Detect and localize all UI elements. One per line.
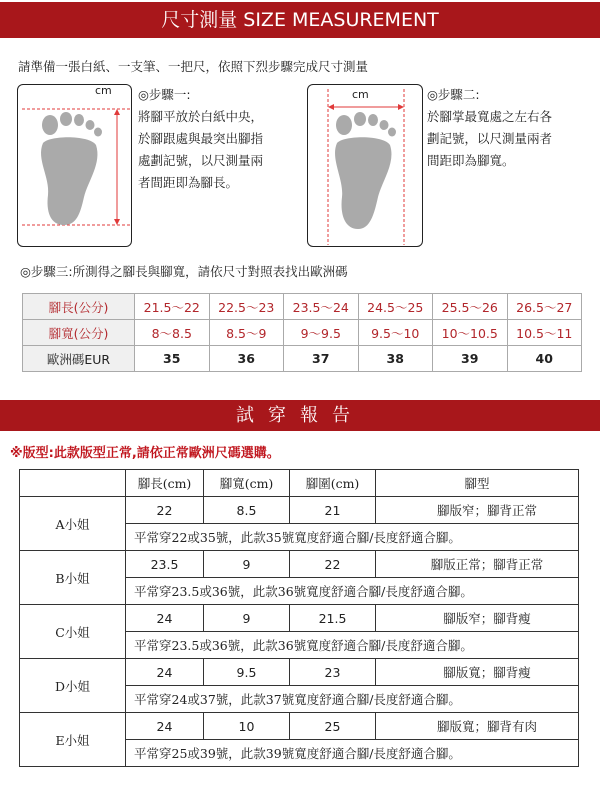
foot-width: 9.5 (204, 659, 290, 686)
table-cell: 24.5～25 (358, 294, 433, 320)
row-label: 腳寬(公分) (23, 320, 135, 346)
step2-line: 間距即為腳寬。 (427, 153, 515, 168)
table-row (20, 605, 579, 632)
ruler-label-2: cm (352, 88, 369, 101)
table-row (20, 659, 579, 686)
table-row (20, 713, 579, 740)
step1-line: 於腳跟處與最突出腳指 (138, 131, 264, 146)
ruler-label-1: cm (95, 84, 112, 97)
header-cell: 腳圍(cm) (290, 470, 376, 497)
foot-girth: 21 (290, 497, 376, 524)
page-title: 尺寸測量 SIZE MEASUREMENT (161, 9, 439, 31)
foot-girth: 22 (290, 551, 376, 578)
fit-comment: 平常穿23.5或36號，此款36號寬度舒適合腳/長度舒適合腳。 (126, 632, 579, 659)
table-cell: 38 (358, 346, 433, 372)
tester-name: C小姐 (20, 605, 126, 659)
foot-type: 腳版窄；腳背正常 (376, 497, 579, 524)
trial-report-table (19, 469, 579, 767)
fit-comment: 平常穿25或39號，此款39號寬度舒適合腳/長度舒適合腳。 (126, 740, 579, 767)
row-label: 歐洲碼EUR (23, 346, 135, 372)
fit-note: ※版型:此款版型正常,請依正常歐洲尺碼選購。 (10, 446, 280, 461)
tester-name: E小姐 (20, 713, 126, 767)
foot-length: 22 (126, 497, 204, 524)
foot-girth: 25 (290, 713, 376, 740)
step1-text (138, 84, 263, 194)
table-cell: 22.5～23 (209, 294, 284, 320)
table-row (23, 320, 582, 346)
foot-length: 24 (126, 605, 204, 632)
table-row (23, 346, 582, 372)
table-cell: 10～10.5 (433, 320, 508, 346)
table-row (20, 497, 579, 524)
header-cell (20, 470, 126, 497)
table-cell: 25.5～26 (433, 294, 508, 320)
foot-width: 9 (204, 605, 290, 632)
table-cell: 37 (284, 346, 359, 372)
table-header-row (20, 470, 579, 497)
foot-girth: 23 (290, 659, 376, 686)
step1-line: 將腳平放於白紙中央， (138, 109, 264, 124)
size-chart-table (22, 293, 582, 372)
header-cell: 腳寬(cm) (204, 470, 290, 497)
foot-length-figure (17, 84, 132, 247)
fit-comment: 平常穿22或35號，此款35號寬度舒適合腳/長度舒適合腳。 (126, 524, 579, 551)
step2-heading: ◎步驟二: (427, 87, 480, 102)
table-cell: 35 (135, 346, 210, 372)
table-cell: 39 (433, 346, 508, 372)
tester-name: A小姐 (20, 497, 126, 551)
foot-length: 23.5 (126, 551, 204, 578)
foot-width: 8.5 (204, 497, 290, 524)
title-banner (0, 2, 600, 38)
step1-line: 者間距即為腳長。 (138, 175, 239, 190)
foot-type: 腳版寬；腳背有肉 (376, 713, 579, 740)
table-cell: 26.5～27 (507, 294, 582, 320)
foot-type: 腳版正常；腳背正常 (376, 551, 579, 578)
tester-name: D小姐 (20, 659, 126, 713)
foot-width-figure (307, 84, 423, 247)
table-cell: 8～8.5 (135, 320, 210, 346)
foot-width-diagram (308, 85, 424, 248)
foot-girth: 21.5 (290, 605, 376, 632)
foot-width: 10 (204, 713, 290, 740)
fit-comment: 平常穿24或37號，此款37號寬度舒適合腳/長度舒適合腳。 (126, 686, 579, 713)
step3-text: ◎步驟三:所測得之腳長與腳寬，請依尺寸對照表找出歐洲碼 (20, 264, 348, 279)
table-cell: 36 (209, 346, 284, 372)
header-cell: 腳型 (376, 470, 579, 497)
table-cell: 8.5～9 (209, 320, 284, 346)
step2-line: 劃記號，以尺測量兩者 (427, 131, 553, 146)
foot-type: 腳版窄；腳背瘦 (376, 605, 579, 632)
trial-banner (0, 400, 600, 431)
step2-text (427, 84, 552, 172)
fit-comment: 平常穿23.5或36號，此款36號寬度舒適合腳/長度舒適合腳。 (126, 578, 579, 605)
table-row (20, 551, 579, 578)
table-cell: 40 (507, 346, 582, 372)
foot-width: 9 (204, 551, 290, 578)
tester-name: B小姐 (20, 551, 126, 605)
header-cell: 腳長(cm) (126, 470, 204, 497)
table-cell: 23.5～24 (284, 294, 359, 320)
step1-heading: ◎步驟一: (138, 87, 191, 102)
foot-length: 24 (126, 713, 204, 740)
foot-type: 腳版寬；腳背瘦 (376, 659, 579, 686)
row-label: 腳長(公分) (23, 294, 135, 320)
step2-line: 於腳掌最寬處之左右各 (427, 109, 553, 124)
table-cell: 9.5～10 (358, 320, 433, 346)
step1-line: 處劃記號，以尺測量兩 (138, 153, 264, 168)
table-cell: 9～9.5 (284, 320, 359, 346)
foot-length: 24 (126, 659, 204, 686)
foot-length-diagram (18, 85, 133, 248)
table-cell: 10.5～11 (507, 320, 582, 346)
table-cell: 21.5～22 (135, 294, 210, 320)
table-row (23, 294, 582, 320)
trial-title: 試穿報告 (236, 405, 364, 426)
intro-text: 請準備一張白紙、一支筆、一把尺，依照下烈步驟完成尺寸測量 (18, 59, 369, 74)
